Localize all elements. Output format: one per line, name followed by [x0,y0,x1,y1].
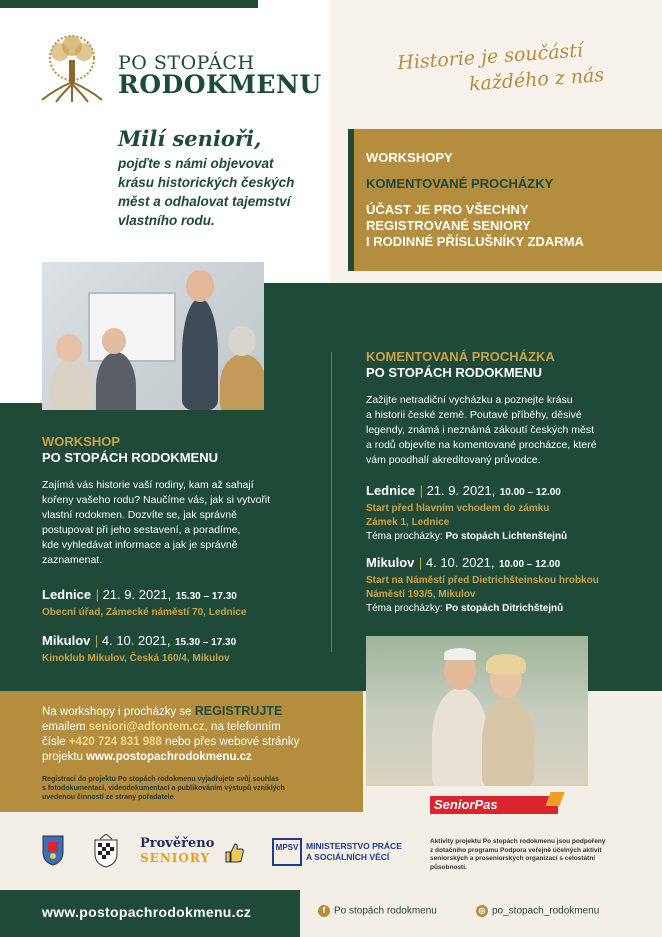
workshop-subheading: PO STOPÁCH RODOKMENU [42,450,218,465]
logo-line1: PO STOPÁCH [118,52,255,74]
text-line: vám poodhalí akreditovaný průvodce. [366,454,541,466]
text-line: Zajímá vás historie vaší rodiny, kam až sahají [42,479,254,491]
registration-line1 [42,704,352,720]
registration-note [42,775,352,802]
senior-man [432,688,488,786]
text-line: postupovat při jeho sestavení, a poradíme, [42,524,241,536]
support-line: Aktivity projektu Po stopách rodokmenu jsou podpořeny [430,838,606,845]
workshop-photo [42,262,264,410]
event-place: Kinoklub Mikulov, Česká 160/4, Mikulov [42,653,230,664]
event-address: Zámek 1, Lednice [366,517,450,528]
workshop-event-lednice: Lednice | 21. 9. 2021, 15.30 – 17.30 Obecní úřad, Zámecké náměstí 70, Lednice [42,586,322,620]
event-date: 21. 9. 2021, [102,587,172,602]
registration-line2 [42,720,352,735]
mikulov-coat-of-arms-icon [94,834,118,868]
info-workshops: WORKSHOPY [366,150,453,165]
text: Na workshopy i procházky se [42,706,195,718]
text-line: zaznamenat. [42,554,103,566]
footer-website-link[interactable]: www.postopachrodokmenu.cz [42,904,252,920]
event-place: Obecní úřad, Zámecké náměstí 70, Lednice [42,607,247,618]
registration-email-link[interactable]: seniori@adfontem.cz [88,721,205,733]
text-line: vlastní rodokmen. Dozvíte se, jak správně [42,509,237,521]
note-line: uvedenou činností ze strany pořadatele. [42,794,176,801]
registration-phone-link[interactable]: +420 724 831 988 [68,736,162,748]
facebook-label: Po stopách rodokmenu [334,905,437,917]
provereno-seniory-logo [140,836,250,870]
instagram-link[interactable] [476,905,599,917]
attendee [50,358,94,410]
text: projektu [42,751,87,763]
senior-pas-logo [430,792,570,816]
walk-subheading: PO STOPÁCH RODOKMENU [366,365,542,380]
info-free-line2: REGISTROVANÉ SENIORY [366,218,531,233]
logo-line2: RODOKMENU [118,70,322,99]
theme-label: Téma procházky: [366,531,443,542]
seniory-text: SENIORY [140,851,211,865]
facebook-link[interactable] [318,905,437,917]
theme-value: Po stopách Lichtenštejnů [445,531,568,542]
slogan-line1: Historie je součástí [396,39,584,75]
tree-logo-icon [34,34,110,104]
event-city: Mikulov [366,555,415,570]
event-time: 10.00 – 12.00 [498,559,561,570]
event-city: Mikulov [42,633,91,648]
column-divider [331,352,332,652]
event-time: 15.30 – 17.30 [175,591,237,602]
support-note [430,838,650,872]
facebook-icon: f [318,905,330,917]
text: , na telefonním [204,721,281,733]
couple-photo [366,636,588,786]
workshop-section [42,434,322,666]
theme-value: Po stopách Ditrichštejnů [445,603,564,614]
registration-line3 [42,735,352,750]
theme-label: Téma procházky: [366,603,443,614]
instagram-icon: ◎ [476,905,488,917]
whiteboard [88,292,176,362]
ministry-line: MINISTERSTVO PRÁCE [306,841,402,851]
intro-line: vlastního rodu. [118,213,215,228]
walk-heading: KOMENTOVANÁ PROCHÁZKA [366,349,555,364]
text-line: kořeny vašeho rodu? Naučíme vás, jak si vytvořit [42,494,271,506]
slogan-line2: každého z nás [468,64,605,96]
info-box-accent [348,129,354,271]
note-line: s fotodokumentací, videodokumentací a publikováním výstupů vzniklých [42,785,285,792]
instagram-label: po_stopach_rodokmenu [492,905,600,917]
event-date: 21. 9. 2021, [426,483,496,498]
event-time: 10.00 – 12.00 [499,487,561,498]
lednice-coat-of-arms-icon [42,834,64,866]
senior-pas-text: SeniorPas [434,797,498,812]
intro-line: měst a odhalovat tajemství [118,194,291,209]
text-line: Zažijte netradiční vycházku a poznejte krásu [366,394,573,406]
intro-line: pojďte s námi objevovat [118,156,274,171]
ministry-name [306,841,402,863]
text-line: a historii české země. Poutavé příběhy, děsivé [366,409,582,421]
walk-event-mikulov: Mikulov | 4. 10. 2021, 10.00 – 12.00 Start na Náměstí před Dietrichšteinskou hrobkou Náměstí 193/5, Mikulov Téma procházky: Po stopách Ditrichštejnů [366,554,656,616]
thumbs-up-icon [224,842,244,864]
info-box-content [366,150,656,250]
senior-woman [482,696,534,786]
presenter [182,298,218,410]
event-date: 4. 10. 2021, [101,633,171,648]
walk-text [366,393,656,468]
text-line: kde vyhledávat informace a jak je správně [42,539,238,551]
registration-line4 [42,750,352,765]
intro-text [118,154,328,230]
info-free-line1: ÚČAST JE PRO VŠECHNY [366,202,529,217]
top-green-bar [0,0,258,8]
info-walks: KOMENTOVANÉ PROCHÁZKY [366,176,554,191]
text-line: legendy, známá i neznámá zákoutí českých měst [366,424,595,436]
workshop-heading: WORKSHOP [42,434,120,449]
ministry-line: A SOCIÁLNÍCH VĚCÍ [306,852,390,862]
intro-line: krásu historických českých [118,175,295,190]
event-date: 4. 10. 2021, [425,555,495,570]
registration-content [42,704,352,802]
event-place: Start na Náměstí před Dietrichšteinskou hrobkou [366,575,599,586]
event-city: Lednice [366,483,416,498]
registration-web-link[interactable]: www.postopachrodokmenu.cz [86,751,252,763]
attendee [220,354,264,410]
workshop-event-mikulov: Mikulov | 4. 10. 2021, 15.30 – 17.30 Kinoklub Mikulov, Česká 160/4, Mikulov [42,632,322,666]
text-line: a rodů objevíte na komentované procházce, které [366,439,597,451]
info-free-line3: I RODINNÉ PŘÍSLUŠNÍKY ZDARMA [366,234,584,249]
note-line: Registrací do projektu Po stopách rodokmenu vyjadřujete svůj souhlas [42,776,279,783]
support-line: seniorských a proseniorských organizací s celostátní [430,855,596,862]
event-city: Lednice [42,587,92,602]
left-white-strip [0,283,42,403]
text: emailem [42,721,89,733]
mpsv-text: MPSV [275,843,299,852]
event-address: Náměstí 193/5, Mikulov [366,589,476,600]
text: nebo přes webové stránky [161,736,300,748]
event-place: Start před hlavním vchodem do zámku [366,503,550,514]
walk-event-lednice: Lednice | 21. 9. 2021, 10.00 – 12.00 Start před hlavním vchodem do zámku Zámek 1, Lednice Téma procházky: Po stopách Lichtenštejnů [366,482,656,544]
support-line: z dotačního programu Podpora veřejně účelných aktivit [430,846,602,854]
text: čísle [42,736,69,748]
mpsv-logo-icon [272,838,302,866]
intro-script: Milí senioři, [118,126,262,151]
workshop-text [42,478,322,568]
event-time: 15.30 – 17.30 [174,637,237,648]
register-label: REGISTRUJTE [194,704,283,718]
walk-section [366,349,656,616]
provereno-text: Prověřeno [140,836,215,851]
support-line: působností. [430,863,467,871]
